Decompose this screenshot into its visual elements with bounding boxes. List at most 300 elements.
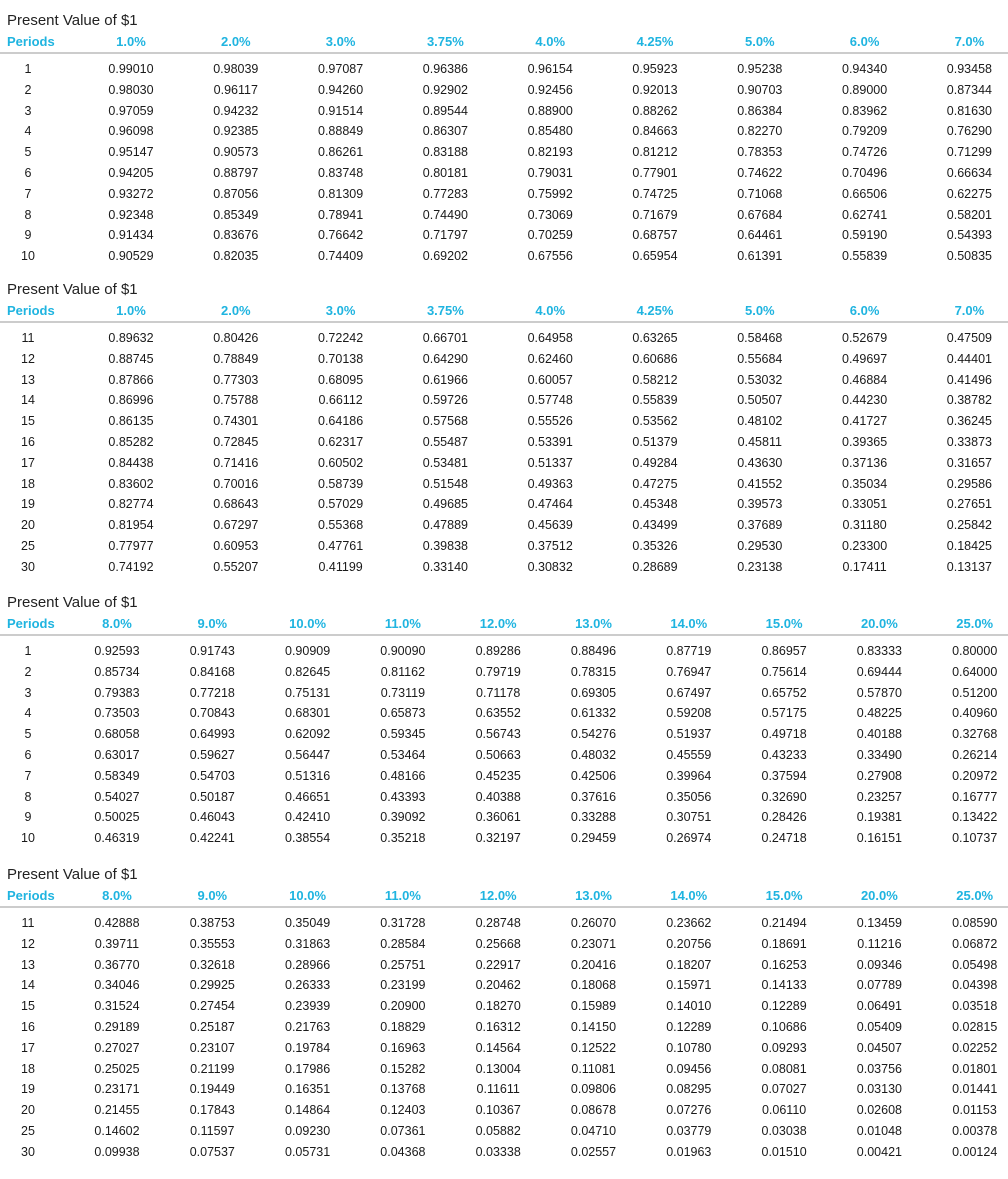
value-cell: 0.19449 [189, 1082, 235, 1097]
value-cell: 0.46651 [285, 789, 331, 804]
value-cell: 0.23662 [666, 916, 712, 930]
value-cell: 0.28748 [475, 916, 521, 930]
value-cell: 0.87719 [666, 644, 712, 658]
value-cell: 0.26333 [285, 978, 331, 993]
value-cell: 0.82645 [285, 664, 331, 679]
value-cell: 0.90529 [108, 249, 154, 264]
value-cell: 0.62460 [527, 351, 573, 366]
value-cell: 0.74622 [737, 165, 783, 180]
value-cell: 0.14602 [94, 1123, 140, 1138]
value-cell: 0.65954 [632, 249, 678, 264]
value-cell: 0.82774 [108, 497, 154, 512]
value-cell: 0.41496 [946, 372, 992, 387]
period-cell: 5 [24, 727, 32, 742]
rate-header: 14.0% [670, 888, 708, 903]
value-cell: 0.49697 [842, 351, 888, 366]
value-cell: 0.91514 [318, 103, 364, 118]
rate-header: 25.0% [956, 616, 994, 631]
value-cell: 0.33288 [570, 810, 617, 825]
value-cell: 0.53481 [422, 455, 468, 470]
table-row [0, 1079, 1008, 1100]
period-cell: 7 [24, 186, 32, 201]
value-cell: 0.19381 [856, 810, 902, 825]
value-cell: 0.26070 [570, 916, 617, 930]
value-cell: 0.70016 [213, 476, 259, 491]
value-cell: 0.80000 [952, 644, 998, 658]
value-cell: 0.48166 [380, 768, 426, 783]
value-cell: 0.21763 [285, 1019, 331, 1034]
value-cell: 0.90703 [737, 82, 783, 97]
value-cell: 0.48102 [737, 414, 783, 429]
value-cell: 0.32690 [761, 789, 807, 804]
column-header-row [0, 301, 1008, 323]
value-cell: 0.83188 [422, 145, 468, 160]
value-cell: 0.03130 [856, 1082, 902, 1097]
value-cell: 0.51316 [285, 768, 331, 783]
table-body [0, 636, 1008, 849]
value-cell: 0.83962 [842, 103, 888, 118]
value-cell: 0.40388 [475, 789, 521, 804]
table-row [0, 1017, 1008, 1038]
table-row [0, 205, 1008, 226]
value-cell: 0.55839 [842, 249, 888, 264]
value-cell: 0.64993 [189, 727, 235, 742]
value-cell: 0.18207 [666, 957, 712, 972]
value-cell: 0.79209 [842, 124, 888, 139]
value-cell: 0.74409 [318, 249, 364, 264]
rate-header: 10.0% [289, 616, 327, 631]
value-cell: 0.28966 [285, 957, 331, 972]
value-cell: 0.09346 [856, 957, 902, 972]
periods-header: Periods [7, 303, 55, 318]
value-cell: 0.64000 [952, 664, 998, 679]
period-cell: 5 [24, 145, 32, 160]
value-cell: 0.39365 [842, 434, 888, 449]
value-cell: 0.81212 [632, 145, 678, 160]
table-row [0, 1059, 1008, 1080]
value-cell: 0.41199 [318, 559, 363, 574]
value-cell: 0.49284 [632, 455, 678, 470]
value-cell: 0.15282 [380, 1061, 426, 1076]
value-cell: 0.39964 [666, 768, 712, 783]
table-row [0, 184, 1008, 205]
period-cell: 14 [21, 393, 35, 408]
rate-header: 15.0% [765, 616, 803, 631]
value-cell: 0.05409 [856, 1019, 902, 1034]
value-cell: 0.53391 [527, 434, 573, 449]
value-cell: 0.07789 [856, 978, 902, 993]
value-cell: 0.12403 [380, 1103, 426, 1118]
table-row [0, 121, 1008, 142]
value-cell: 0.09293 [761, 1040, 807, 1055]
value-cell: 0.86135 [108, 414, 154, 429]
table-row [0, 142, 1008, 163]
rate-header: 20.0% [860, 888, 898, 903]
value-cell: 0.88262 [632, 103, 678, 118]
period-cell: 6 [24, 747, 32, 762]
period-cell: 16 [21, 1019, 35, 1034]
value-cell: 0.95923 [632, 62, 678, 76]
value-cell: 0.77977 [108, 538, 154, 553]
value-cell: 0.90090 [380, 644, 426, 658]
value-cell: 0.77303 [213, 372, 259, 387]
value-cell: 0.35326 [632, 538, 678, 553]
value-cell: 0.71068 [737, 186, 783, 201]
value-cell: 0.64186 [318, 414, 364, 429]
period-cell: 17 [21, 455, 35, 470]
period-cell: 11 [21, 331, 35, 345]
value-cell: 0.97059 [108, 103, 154, 118]
value-cell: 0.46043 [189, 810, 235, 825]
value-cell: 0.67497 [666, 685, 712, 700]
value-cell: 0.38782 [946, 393, 992, 408]
value-cell: 0.55526 [527, 414, 573, 429]
value-cell: 0.13768 [380, 1082, 426, 1097]
table-row [0, 59, 1008, 80]
value-cell: 0.16151 [856, 831, 902, 846]
value-cell: 0.11216 [857, 936, 902, 951]
value-cell: 0.45348 [632, 497, 678, 512]
period-cell: 30 [21, 1144, 35, 1159]
table-row [0, 662, 1008, 683]
value-cell: 0.70496 [842, 165, 888, 180]
value-cell: 0.63552 [475, 706, 521, 721]
period-cell: 10 [21, 831, 35, 846]
period-cell: 1 [24, 62, 32, 76]
value-cell: 0.88496 [570, 644, 617, 658]
period-cell: 13 [21, 957, 35, 972]
value-cell: 0.54027 [94, 789, 140, 804]
value-cell: 0.16963 [380, 1040, 426, 1055]
table-row [0, 955, 1008, 976]
value-cell: 0.03756 [856, 1061, 902, 1076]
value-cell: 0.78315 [570, 664, 617, 679]
section-title: Present Value of $1 [7, 594, 138, 611]
period-cell: 12 [21, 936, 35, 951]
value-cell: 0.11597 [190, 1123, 235, 1138]
value-cell: 0.58201 [946, 207, 992, 222]
value-cell: 0.07027 [761, 1082, 807, 1097]
value-cell: 0.45235 [475, 768, 521, 783]
rate-header: 25.0% [956, 888, 994, 903]
value-cell: 0.20972 [952, 768, 998, 783]
value-cell: 0.29189 [94, 1019, 140, 1034]
value-cell: 0.23107 [189, 1040, 235, 1055]
value-cell: 0.35056 [666, 789, 712, 804]
value-cell: 0.17986 [285, 1061, 331, 1076]
value-cell: 0.51337 [527, 455, 573, 470]
value-cell: 0.31524 [94, 999, 140, 1014]
value-cell: 0.08678 [570, 1103, 617, 1118]
value-cell: 0.68757 [632, 228, 678, 243]
value-cell: 0.36245 [946, 414, 992, 429]
value-cell: 0.33873 [946, 434, 992, 449]
value-cell: 0.69444 [856, 664, 902, 679]
value-cell: 0.57175 [761, 706, 807, 721]
value-cell: 0.33140 [422, 559, 468, 574]
value-cell: 0.51379 [632, 434, 678, 449]
value-cell: 0.02815 [952, 1019, 998, 1034]
value-cell: 0.43499 [632, 518, 678, 533]
value-cell: 0.82193 [527, 145, 573, 160]
value-cell: 0.46884 [842, 372, 888, 387]
value-cell: 0.85282 [108, 434, 154, 449]
value-cell: 0.73503 [94, 706, 140, 721]
value-cell: 0.74301 [213, 414, 259, 429]
section-title: Present Value of $1 [7, 866, 138, 883]
rate-header: 20.0% [860, 616, 898, 631]
table-row [0, 557, 1008, 578]
value-cell: 0.57748 [527, 393, 573, 408]
table-row [0, 787, 1008, 808]
rate-header: 3.75% [426, 34, 464, 49]
value-cell: 0.28689 [632, 559, 678, 574]
value-cell: 0.16253 [761, 957, 807, 972]
periods-header: Periods [7, 34, 55, 49]
value-cell: 0.00124 [952, 1144, 998, 1159]
value-cell: 0.38753 [189, 916, 235, 930]
value-cell: 0.94205 [108, 165, 154, 180]
value-cell: 0.25668 [475, 936, 521, 951]
value-cell: 0.89000 [842, 82, 888, 97]
value-cell: 0.85734 [94, 664, 140, 679]
value-cell: 0.32197 [475, 831, 521, 846]
value-cell: 0.04710 [570, 1123, 617, 1138]
value-cell: 0.27454 [189, 999, 235, 1014]
period-cell: 3 [24, 103, 32, 118]
period-cell: 8 [24, 789, 32, 804]
table-row [0, 536, 1008, 557]
period-cell: 8 [24, 207, 32, 222]
value-cell: 0.01048 [856, 1123, 902, 1138]
value-cell: 0.43630 [737, 455, 783, 470]
value-cell: 0.76290 [946, 124, 992, 139]
value-cell: 0.00378 [952, 1123, 998, 1138]
value-cell: 0.18270 [475, 999, 521, 1014]
value-cell: 0.39838 [422, 538, 468, 553]
value-cell: 0.31728 [380, 916, 426, 930]
rate-header: 12.0% [479, 888, 517, 903]
period-cell: 16 [21, 434, 35, 449]
value-cell: 0.75992 [527, 186, 573, 201]
value-cell: 0.59627 [189, 747, 235, 762]
value-cell: 0.29586 [946, 476, 992, 491]
value-cell: 0.07276 [666, 1103, 712, 1118]
value-cell: 0.79383 [94, 685, 140, 700]
value-cell: 0.98039 [213, 62, 259, 76]
value-cell: 0.05882 [475, 1123, 521, 1138]
value-cell: 0.87344 [946, 82, 992, 97]
value-cell: 0.31657 [946, 455, 992, 470]
value-cell: 0.71416 [213, 455, 259, 470]
value-cell: 0.43233 [761, 747, 807, 762]
value-cell: 0.86384 [737, 103, 783, 118]
value-cell: 0.29925 [189, 978, 235, 993]
table-row [0, 1038, 1008, 1059]
value-cell: 0.99010 [108, 62, 154, 76]
period-cell: 19 [21, 1082, 35, 1097]
value-cell: 0.26974 [666, 831, 712, 846]
table-row [0, 745, 1008, 766]
value-cell: 0.51200 [952, 685, 998, 700]
value-cell: 0.01510 [761, 1144, 807, 1159]
value-cell: 0.17411 [842, 559, 887, 574]
period-cell: 12 [21, 351, 35, 366]
value-cell: 0.10737 [952, 831, 998, 846]
rate-header: 4.25% [636, 34, 674, 49]
value-cell: 0.25751 [380, 957, 426, 972]
value-cell: 0.37512 [527, 538, 573, 553]
value-cell: 0.86307 [422, 124, 468, 139]
value-cell: 0.83602 [108, 476, 154, 491]
value-cell: 0.14010 [666, 999, 712, 1014]
rate-header: 3.75% [426, 303, 464, 318]
value-cell: 0.93458 [946, 62, 992, 76]
value-cell: 0.68643 [213, 497, 259, 512]
period-cell: 20 [21, 518, 35, 533]
value-cell: 0.62275 [946, 186, 992, 201]
value-cell: 0.14864 [285, 1103, 331, 1118]
value-cell: 0.96154 [527, 62, 573, 76]
value-cell: 0.25025 [94, 1061, 140, 1076]
value-cell: 0.46319 [94, 831, 140, 846]
value-cell: 0.23138 [737, 559, 783, 574]
value-cell: 0.92385 [213, 124, 259, 139]
rate-header: 8.0% [102, 888, 132, 903]
table-row [0, 370, 1008, 391]
value-cell: 0.08295 [666, 1082, 712, 1097]
value-cell: 0.09456 [666, 1061, 712, 1076]
period-cell: 15 [21, 999, 35, 1014]
value-cell: 0.57870 [856, 685, 902, 700]
table-row [0, 80, 1008, 101]
value-cell: 0.75131 [285, 685, 331, 700]
value-cell: 0.93272 [108, 186, 154, 201]
value-cell: 0.84438 [108, 455, 154, 470]
value-cell: 0.50507 [737, 393, 783, 408]
value-cell: 0.81630 [946, 103, 992, 118]
table-row [0, 1100, 1008, 1121]
rate-header: 12.0% [479, 616, 517, 631]
value-cell: 0.01441 [952, 1082, 998, 1097]
value-cell: 0.52679 [842, 331, 888, 345]
value-cell: 0.84663 [632, 124, 678, 139]
value-cell: 0.87866 [108, 372, 154, 387]
value-cell: 0.40188 [856, 727, 902, 742]
value-cell: 0.69305 [570, 685, 617, 700]
table-row [0, 1121, 1008, 1142]
value-cell: 0.17843 [189, 1103, 235, 1118]
value-cell: 0.15971 [666, 978, 712, 993]
column-header-row [0, 886, 1008, 908]
rate-header: 4.0% [535, 34, 566, 49]
value-cell: 0.70259 [527, 228, 573, 243]
value-cell: 0.65752 [761, 685, 807, 700]
value-cell: 0.78353 [737, 145, 783, 160]
value-cell: 0.35049 [285, 916, 331, 930]
value-cell: 0.35034 [842, 476, 888, 491]
table-row [0, 996, 1008, 1017]
value-cell: 0.24718 [761, 831, 807, 846]
value-cell: 0.67297 [213, 518, 259, 533]
column-header-row [0, 614, 1008, 636]
value-cell: 0.02557 [570, 1144, 617, 1159]
pv-table-2 [0, 279, 1008, 578]
value-cell: 0.09938 [94, 1144, 140, 1159]
period-cell: 1 [24, 644, 32, 658]
value-cell: 0.82035 [213, 249, 259, 264]
period-cell: 10 [21, 249, 35, 264]
value-cell: 0.08081 [761, 1061, 807, 1076]
table-row [0, 807, 1008, 828]
value-cell: 0.14133 [761, 978, 807, 993]
table-row [0, 1142, 1008, 1163]
rate-header: 1.0% [116, 303, 146, 318]
rate-header: 4.0% [535, 303, 566, 318]
value-cell: 0.67684 [737, 207, 783, 222]
value-cell: 0.23300 [842, 538, 888, 553]
rate-header: 7.0% [954, 34, 985, 49]
value-cell: 0.43393 [380, 789, 426, 804]
rate-header: 8.0% [102, 616, 132, 631]
rate-header: 4.25% [636, 303, 674, 318]
value-cell: 0.01801 [952, 1061, 998, 1076]
value-cell: 0.92593 [94, 644, 140, 658]
column-header-row [0, 32, 1008, 54]
value-cell: 0.03338 [475, 1144, 521, 1159]
value-cell: 0.41552 [737, 476, 783, 491]
rate-header: 6.0% [849, 303, 880, 318]
value-cell: 0.55207 [213, 559, 259, 574]
value-cell: 0.66701 [422, 331, 468, 345]
table-row [0, 766, 1008, 787]
value-cell: 0.27908 [856, 768, 902, 783]
value-cell: 0.56447 [285, 747, 331, 762]
table-row [0, 975, 1008, 996]
period-cell: 19 [21, 497, 35, 512]
value-cell: 0.55839 [632, 393, 678, 408]
value-cell: 0.23939 [285, 999, 331, 1014]
value-cell: 0.79719 [475, 664, 521, 679]
value-cell: 0.20900 [380, 999, 426, 1014]
value-cell: 0.06872 [952, 936, 998, 951]
value-cell: 0.54393 [946, 228, 992, 243]
value-cell: 0.39573 [737, 497, 783, 512]
table-row [0, 453, 1008, 474]
period-cell: 4 [24, 706, 32, 721]
value-cell: 0.90573 [213, 145, 259, 160]
rate-header: 10.0% [289, 888, 327, 903]
value-cell: 0.81162 [380, 664, 426, 679]
period-cell: 9 [24, 228, 32, 243]
value-cell: 0.88900 [527, 103, 573, 118]
value-cell: 0.18691 [761, 936, 807, 951]
table-row [0, 494, 1008, 515]
value-cell: 0.80426 [213, 331, 259, 345]
table-body [0, 54, 1008, 267]
value-cell: 0.30832 [527, 559, 573, 574]
value-cell: 0.85480 [527, 124, 573, 139]
value-cell: 0.09806 [570, 1082, 617, 1097]
value-cell: 0.59190 [842, 228, 888, 243]
value-cell: 0.96098 [108, 124, 154, 139]
value-cell: 0.86261 [318, 145, 364, 160]
value-cell: 0.12522 [570, 1040, 617, 1055]
value-cell: 0.94260 [318, 82, 364, 97]
value-cell: 0.55487 [422, 434, 468, 449]
table-row [0, 515, 1008, 536]
value-cell: 0.05498 [952, 957, 998, 972]
